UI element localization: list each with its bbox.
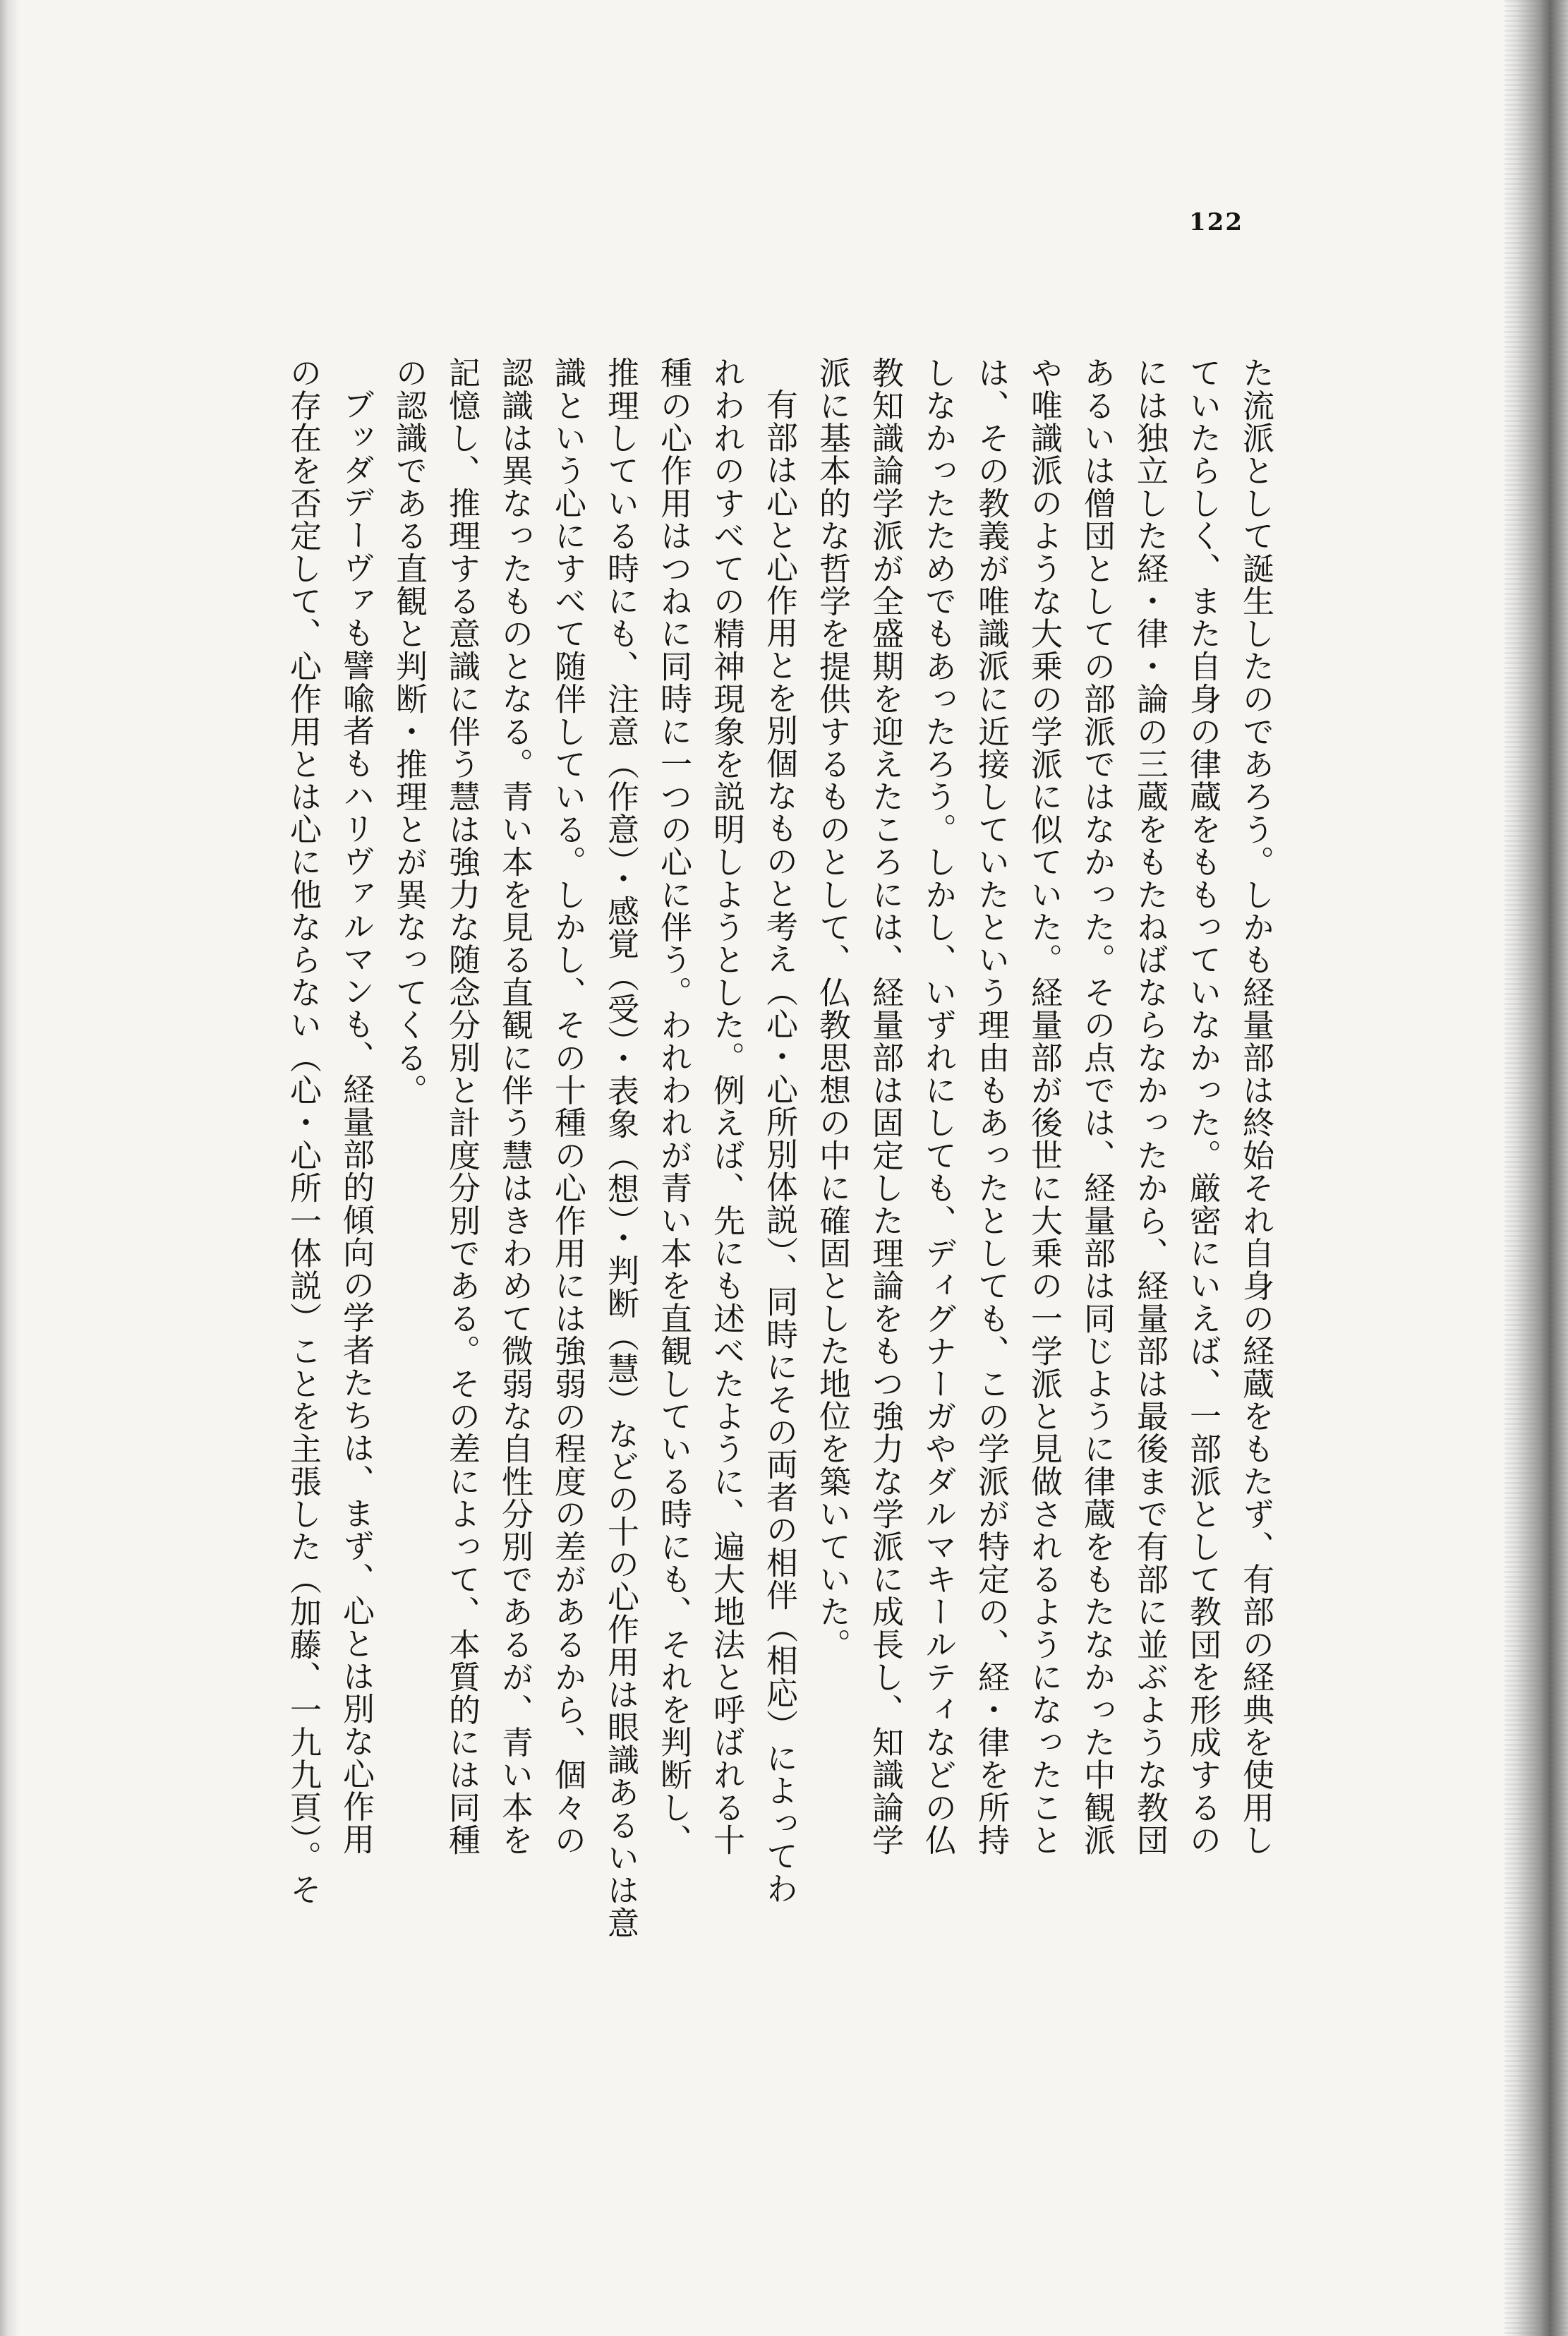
text-column: 派に基本的な哲学を提供するものとして、仏教思想の中に確固とした地位を築いていた。 xyxy=(814,356,851,1661)
text-column: には独立した経・律・論の三蔵をもたねばならなかったから、経量部は最後まで有部に並ぶような教団 xyxy=(1131,356,1169,1857)
text-column: た流派として誕生したのであろう。しかも経量部は終始それ自身の経蔵をもたず、有部の経典を使用し xyxy=(1237,356,1274,1857)
text-column: の存在を否定して、心作用とは心に他ならない（心・心所一体説）ことを主張した（加藤、一九九頁）。そ xyxy=(284,356,322,1906)
text-column: 教知識論学派が全盛期を迎えたころには、経量部は固定した理論をもつ強力な学派に成長し、知識論学 xyxy=(867,356,904,1857)
text-column: 記憶し、推理する意識に伴う慧は強力な随念分別と計度分別である。その差によって、本質的には同種 xyxy=(443,356,481,1857)
text-column: 識という心にすべて随伴している。しかし、その十種の心作用には強弱の程度の差があるから、個々の xyxy=(549,356,586,1857)
text-column: は、その教義が唯識派に近接していたという理由もあったとしても、この学派が特定の、経・律を所持 xyxy=(972,356,1010,1857)
vertical-text-block xyxy=(277,356,1282,2304)
text-column: 種の心作用はつねに同時に一つの心に伴う。われわれが青い本を直観している時にも、それを判断し、 xyxy=(655,356,692,1857)
page-binding-edge xyxy=(1504,0,1568,2336)
page-number: 122 xyxy=(1189,208,1243,236)
text-column: 認識は異なったものとなる。青い本を見る直観に伴う慧はきわめて微弱な自性分別であるが、青い本を xyxy=(496,356,533,1857)
text-column: しなかったためでもあったろう。しかし、いずれにしても、ディグナーガやダルマキールティなどの仏 xyxy=(919,356,957,1857)
text-column: や唯識派のような大乗の学派に似ていた。経量部が後世に大乗の一学派と見做されるようになったこと xyxy=(1025,356,1063,1857)
paragraph-start-column: ブッダデーヴァも譬喩者もハリヴァルマンも、経量部的傾向の学者たちは、まず、心とは別な心作用 xyxy=(337,388,375,1855)
text-column: の認識である直観と判断・推理とが異なってくる。 xyxy=(390,356,428,1107)
text-column: 推理している時にも、注意（作意）・感覚（受）・表象（想）・判断（慧）などの十の心作用は眼識あるいは意 xyxy=(602,356,639,1939)
text-column: ていたらしく、また自身の律蔵をももっていなかった。厳密にいえば、一部派として教団を形成するの xyxy=(1184,356,1222,1857)
text-column: れわれのすべての精神現象を説明しようとした。例えば、先にも述べたように、遍大地法と呼ばれる十 xyxy=(708,356,745,1857)
page-left-shadow xyxy=(0,0,20,2336)
paragraph-start-column: 有部は心と心作用とを別個なものと考え（心・心所別体説）、同時にその両者の相伴（相応）によってわ xyxy=(761,388,798,1905)
text-column: あるいは僧団としての部派ではなかった。その点では、経量部は同じように律蔵をもたなかった中観派 xyxy=(1078,356,1116,1857)
